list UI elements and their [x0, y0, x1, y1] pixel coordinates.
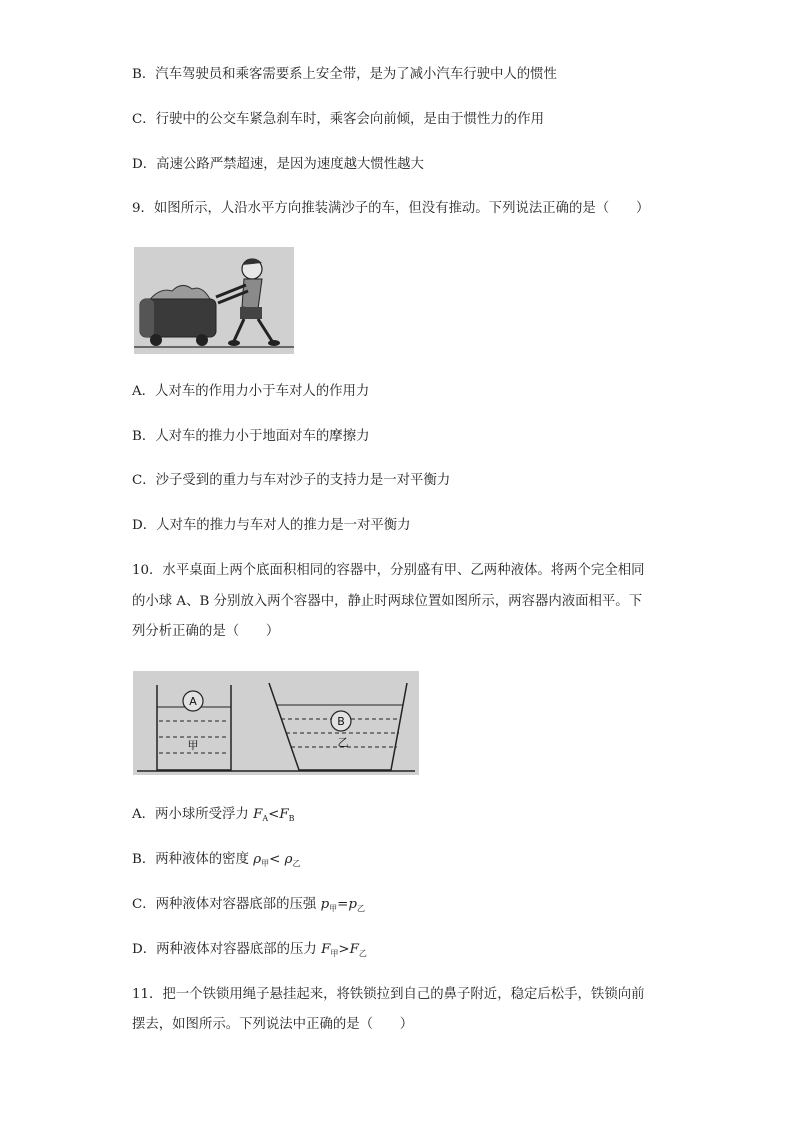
q9-option-a: A．人对车的作用力小于车对人的作用力	[132, 384, 370, 399]
q10-stem-line1: 10．水平桌面上两个底面积相同的容器中，分别盛有甲、乙两种液体。将两个完全相同	[132, 563, 645, 578]
q10-option-b-var2: ρ	[284, 852, 293, 867]
q8-option-c: C．行驶中的公交车紧急刹车时，乘客会向前倾，是由于惯性力的作用	[132, 112, 544, 127]
q10-option-c-prefix: C．两种液体对容器底部的压强	[132, 897, 321, 912]
q10-option-d-sub1: 甲	[330, 949, 339, 958]
q9-figure-boy-pushing-cart	[134, 247, 294, 354]
q10-option-b-sub1: 甲	[261, 859, 270, 868]
q10-option-c-sub2: 乙	[356, 904, 365, 913]
liquid-b-label: 乙	[337, 736, 349, 749]
ball-b-label: B	[337, 715, 345, 728]
q10-option-a-sub1: A	[262, 814, 269, 823]
q10-option-a	[132, 805, 295, 829]
q10-option-c-var2: p	[348, 897, 357, 912]
q11-stem-line1: 11．把一个铁锁用绳子悬挂起来，将铁锁拉到自己的鼻子附近，稳定后松手，铁锁向前	[132, 987, 645, 1002]
q10-option-b-var1: ρ	[253, 852, 262, 867]
q11-stem-line2: 摆去，如图所示。下列说法中正确的是（ ）	[132, 1017, 414, 1032]
q10-option-c-sub1: 甲	[329, 904, 338, 913]
q10-option-d-var2: F	[349, 942, 359, 957]
liquid-a-label: 甲	[187, 739, 199, 752]
q10-option-a-prefix: A．两小球所受浮力	[132, 807, 254, 822]
q9-option-b: B．人对车的推力小于地面对车的摩擦力	[132, 429, 370, 444]
q10-option-d-prefix: D．两种液体对容器底部的压力	[132, 942, 322, 957]
q10-option-c	[132, 895, 365, 919]
q10-option-d-var1: F	[321, 942, 331, 957]
q10-option-b-rel: <	[269, 852, 285, 867]
q9-option-d: D．人对车的推力与车对人的推力是一对平衡力	[132, 518, 411, 533]
q10-stem-line2: 的小球 A、B 分别放入两个容器中，静止时两球位置如图所示，两容器内液面相平。下	[132, 594, 643, 609]
q10-option-a-var1: F	[253, 807, 263, 822]
q10-option-b	[132, 850, 300, 874]
q9-option-c: C．沙子受到的重力与车对沙子的支持力是一对平衡力	[132, 473, 451, 488]
q10-option-a-var2: F	[279, 807, 289, 822]
q10-option-d	[132, 940, 367, 964]
q9-stem: 9．如图所示，人沿水平方向推装满沙子的车，但没有推动。下列说法正确的是（ ）	[132, 201, 650, 216]
q10-option-d-rel: >	[338, 942, 350, 957]
q10-option-a-rel: <	[268, 807, 280, 822]
q10-option-d-sub2: 乙	[358, 949, 367, 958]
q10-option-b-prefix: B．两种液体的密度	[132, 852, 254, 867]
q10-option-c-var1: p	[320, 897, 330, 912]
q10-option-a-sub2: B	[288, 814, 295, 823]
q10-option-c-rel: =	[337, 897, 349, 912]
q10-stem-line3: 列分析正确的是（ ）	[132, 624, 280, 639]
q10-option-b-sub2: 乙	[292, 859, 301, 868]
ball-a-label: A	[189, 695, 197, 708]
q8-option-b: B．汽车驾驶员和乘客需要系上安全带，是为了减小汽车行驶中人的惯性	[132, 67, 557, 82]
q10-figure-two-containers	[133, 671, 419, 775]
q8-option-d: D．高速公路严禁超速，是因为速度越大惯性越大	[132, 157, 424, 172]
